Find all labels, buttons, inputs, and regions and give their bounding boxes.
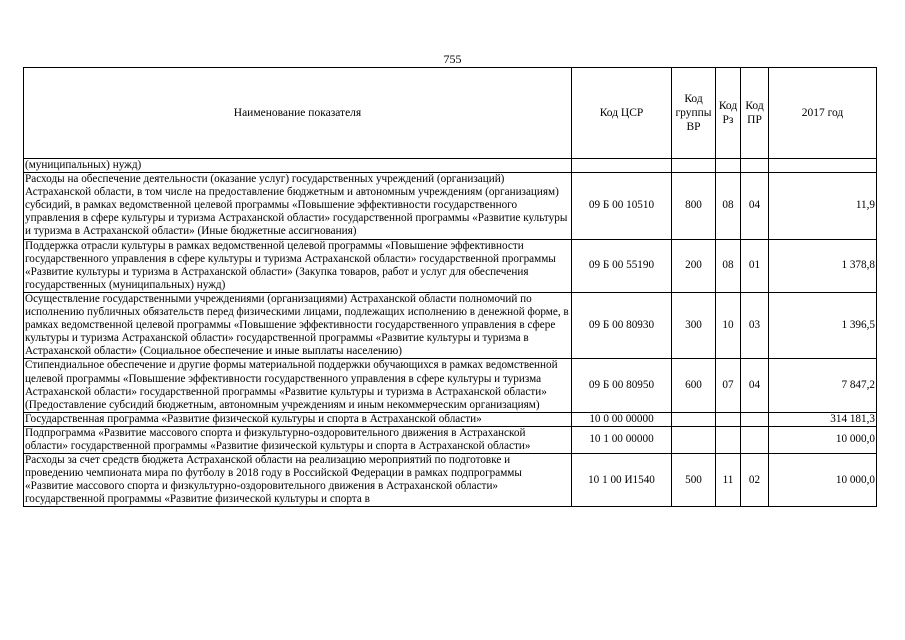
row-rz: 08 [716,239,741,292]
table-header-row [24,68,877,159]
table-row [24,173,877,239]
row-vr: 600 [672,359,716,412]
row-vr [672,412,716,426]
row-csr: 09 Б 00 10510 [572,173,672,239]
row-csr: 09 Б 00 55190 [572,239,672,292]
row-amount: 1 396,5 [769,292,877,358]
table-row [24,292,877,358]
row-vr: 500 [672,454,716,507]
row-amount: 11,9 [769,173,877,239]
row-rz [716,412,741,426]
row-name: Поддержка отрасли культуры в рамках ведомственной целевой программы «Повышение эффективности государственного управления в сфере культуры и туризма Астраханской области» государственной программы «Развитие культуры и туризма в Астраханской области» (Закупка товаров, работ и услуг для обеспечения государственных (муниципальных) нужд) [24,239,572,292]
row-csr: 09 Б 00 80930 [572,292,672,358]
row-pr: 01 [741,239,769,292]
row-vr: 200 [672,239,716,292]
row-amount: 7 847,2 [769,359,877,412]
table-row [24,359,877,412]
row-name: Государственная программа «Развитие физической культуры и спорта в Астраханской области» [24,412,572,426]
table-row [24,239,877,292]
row-rz: 07 [716,359,741,412]
table-row [24,426,877,453]
row-name: Подпрограмма «Развитие массового спорта и физкультурно-оздоровительного движения в Астраханской области» государственной программы «Развитие физической культуры и спорта в Астраханской области» [24,426,572,453]
row-name: Расходы за счет средств бюджета Астраханской области на реализацию мероприятий по подготовке и проведению чемпионата мира по футболу в 2018 году в Российской Федерации в рамках подпрограммы «Развитие массового спорта и физкультурно-оздоровительного движения в Астраханской области» государственной программы «Развитие физической культуры и спорта в [24,454,572,507]
header-name: Наименование показателя [24,68,572,159]
row-name: (муниципальных) нужд) [24,159,572,173]
header-year: 2017 год [769,68,877,159]
row-pr [741,412,769,426]
row-name: Стипендиальное обеспечение и другие формы материальной поддержки обучающихся в рамках ведомственной целевой программы «Повышение эффективности государственного управления в сфере культуры и туризма Астраханской области» государственной программы «Развитие культуры и туризма в Астраханской области» (Предоставление субсидий бюджетным, автономным учреждениям и иным некоммерческим организациям) [24,359,572,412]
row-csr: 10 1 00 00000 [572,426,672,453]
table-row [24,159,877,173]
row-pr: 04 [741,173,769,239]
row-amount: 10 000,0 [769,454,877,507]
row-pr: 04 [741,359,769,412]
header-vr: Код группы ВР [672,68,716,159]
row-amount: 314 181,3 [769,412,877,426]
row-amount: 1 378,8 [769,239,877,292]
row-rz [716,426,741,453]
table-row [24,412,877,426]
row-vr: 300 [672,292,716,358]
row-csr [572,159,672,173]
row-csr: 10 1 00 И1540 [572,454,672,507]
row-amount [769,159,877,173]
row-csr: 10 0 00 00000 [572,412,672,426]
row-rz: 08 [716,173,741,239]
row-vr: 800 [672,173,716,239]
row-pr: 03 [741,292,769,358]
row-vr [672,159,716,173]
table-row [24,454,877,507]
row-amount: 10 000,0 [769,426,877,453]
header-csr: Код ЦСР [572,68,672,159]
row-rz: 10 [716,292,741,358]
row-csr: 09 Б 00 80950 [572,359,672,412]
header-rz: Код Рз [716,68,741,159]
header-pr: Код ПР [741,68,769,159]
page-number: 755 [443,52,462,66]
row-rz: 11 [716,454,741,507]
row-vr [672,426,716,453]
row-pr [741,426,769,453]
row-pr: 02 [741,454,769,507]
row-pr [741,159,769,173]
row-name: Расходы на обеспечение деятельности (оказание услуг) государственных учреждений (организаций) Астраханской области, в том числе на предоставление бюджетным и автономным учреждениям (организациям) субсидий, в рамках ведомственной целевой программы «Повышение эффективности государственного управления в сфере культуры и туризма Астраханской области» государственной программы «Развитие культуры и туризма в Астраханской области» (Иные бюджетные ассигнования) [24,173,572,239]
row-name: Осуществление государственными учреждениями (организациями) Астраханской области полномочий по исполнению публичных обязательств перед физическими лицами, подлежащих исполнению в денежной форме, в рамках ведомственной целевой программы «Повышение эффективности государственного управления в сфере культуры и туризма Астраханской области» государственной программы «Развитие культуры и туризма в Астраханской области» (Социальное обеспечение и иные выплаты населению) [24,292,572,358]
row-rz [716,159,741,173]
budget-table [23,67,877,507]
